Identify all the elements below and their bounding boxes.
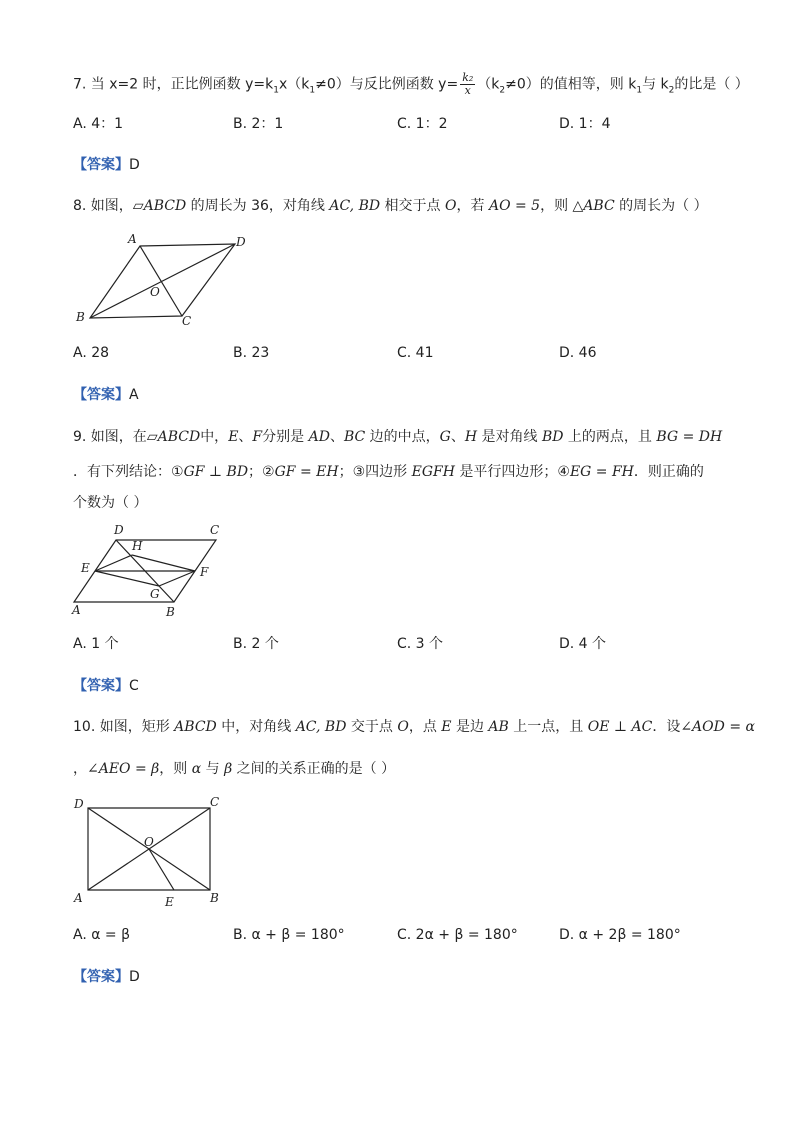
q8-answer: 【答案】A: [73, 387, 139, 403]
q10-label-o: O: [144, 835, 154, 849]
q10-option-b[interactable]: B. α + β = 180°: [233, 927, 345, 943]
q10-option-a[interactable]: A. α = β: [73, 927, 131, 943]
q8-figure: [70, 228, 270, 333]
q7-stem: 7. 当 x=2 时，正比例函数 $y=k_1x(k_1\ne 0)$与反比例函数 y= $\frac{\text{k₂}}{x}$ $(k_2\ne 0)$的值相等，则 $k_1$与 $k_2$的比是（ ）: [73, 71, 749, 97]
q8-label-c: C: [182, 314, 192, 328]
q10-figure: [70, 794, 230, 912]
q9-stem-line2: ．有下列结论：①GF ⊥ BD；②GF = EH；③四边形 EGFH 是平行四边形；④EG = FH．则正确的: [73, 464, 704, 480]
q9-label-e: E: [81, 561, 90, 575]
q7-option-b[interactable]: B. 2：1: [233, 116, 284, 132]
q9-option-c[interactable]: C. 3 个: [397, 636, 444, 652]
q8-label-o: O: [150, 285, 160, 299]
q8-option-d[interactable]: D. 46: [559, 345, 597, 361]
q10-stem-line2: ，∠AEO = β，则 α 与 β 之间的关系正确的是（ ）: [73, 761, 396, 777]
q8-label-b: B: [76, 310, 85, 324]
q8-stem: 8. 如图，▱ABCD 的周长为 36，对角线 AC, BD 相交于点 O，若 AO = 5，则 △ABC 的周长为（ ）: [73, 198, 708, 214]
q7-option-d[interactable]: D. 1：4: [559, 116, 611, 132]
q10-answer: 【答案】D: [73, 969, 140, 985]
q7-option-c[interactable]: C. 1：2: [397, 116, 448, 132]
q9-label-b: B: [166, 605, 175, 619]
q9-label-a: A: [72, 603, 81, 617]
q9-label-h: H: [132, 539, 143, 553]
q10-option-c[interactable]: C. 2α + β = 180°: [397, 927, 518, 943]
q9-label-g: G: [150, 587, 160, 601]
q10-label-c: C: [210, 795, 220, 809]
q10-label-b: B: [210, 891, 219, 905]
q9-stem-line1: 9. 如图，在▱ABCD中，E、F分别是 AD、BC 边的中点，G、H 是对角线 BD 上的两点，且 BG = DH: [73, 429, 723, 445]
q9-segment-hf: [132, 555, 195, 571]
q7-fraction: $\frac{\text{k₂}}{x}$: [462, 71, 474, 97]
q10-label-e: E: [165, 895, 174, 909]
q9-option-d[interactable]: D. 4 个: [559, 636, 607, 652]
q9-stem-line3: 个数为（ ）: [73, 495, 148, 511]
q8-option-a[interactable]: A. 28: [73, 345, 110, 361]
q9-option-b[interactable]: B. 2 个: [233, 636, 279, 652]
q8-diagonal-ac: [140, 246, 182, 316]
q10-segment-oe: [149, 849, 174, 890]
q9-segment-eg: [95, 571, 159, 586]
q8-option-b[interactable]: B. 23: [233, 345, 270, 361]
q10-label-d: D: [74, 797, 84, 811]
q9-answer: 【答案】C: [73, 678, 139, 694]
q8-option-c[interactable]: C. 41: [397, 345, 434, 361]
q9-option-a[interactable]: A. 1 个: [73, 636, 119, 652]
q10-option-d[interactable]: D. α + 2β = 180°: [559, 927, 681, 943]
q10-label-a: A: [74, 891, 83, 905]
q7-option-a[interactable]: A. 4：1: [73, 116, 124, 132]
q8-label-a: A: [128, 232, 137, 246]
q8-diagonal-bd: [90, 244, 235, 318]
q9-label-c: C: [210, 523, 220, 537]
q10-stem-line1: 10. 如图，矩形 ABCD 中，对角线 AC, BD 交于点 O，点 E 是边 AB 上一点，且 OE ⊥ AC．设∠AOD = α: [73, 719, 755, 735]
q8-label-d: D: [236, 235, 246, 249]
q9-label-f: F: [200, 565, 209, 579]
q9-label-d: D: [114, 523, 124, 537]
q7-answer: 【答案】D: [73, 157, 140, 173]
q9-figure: [70, 520, 240, 622]
